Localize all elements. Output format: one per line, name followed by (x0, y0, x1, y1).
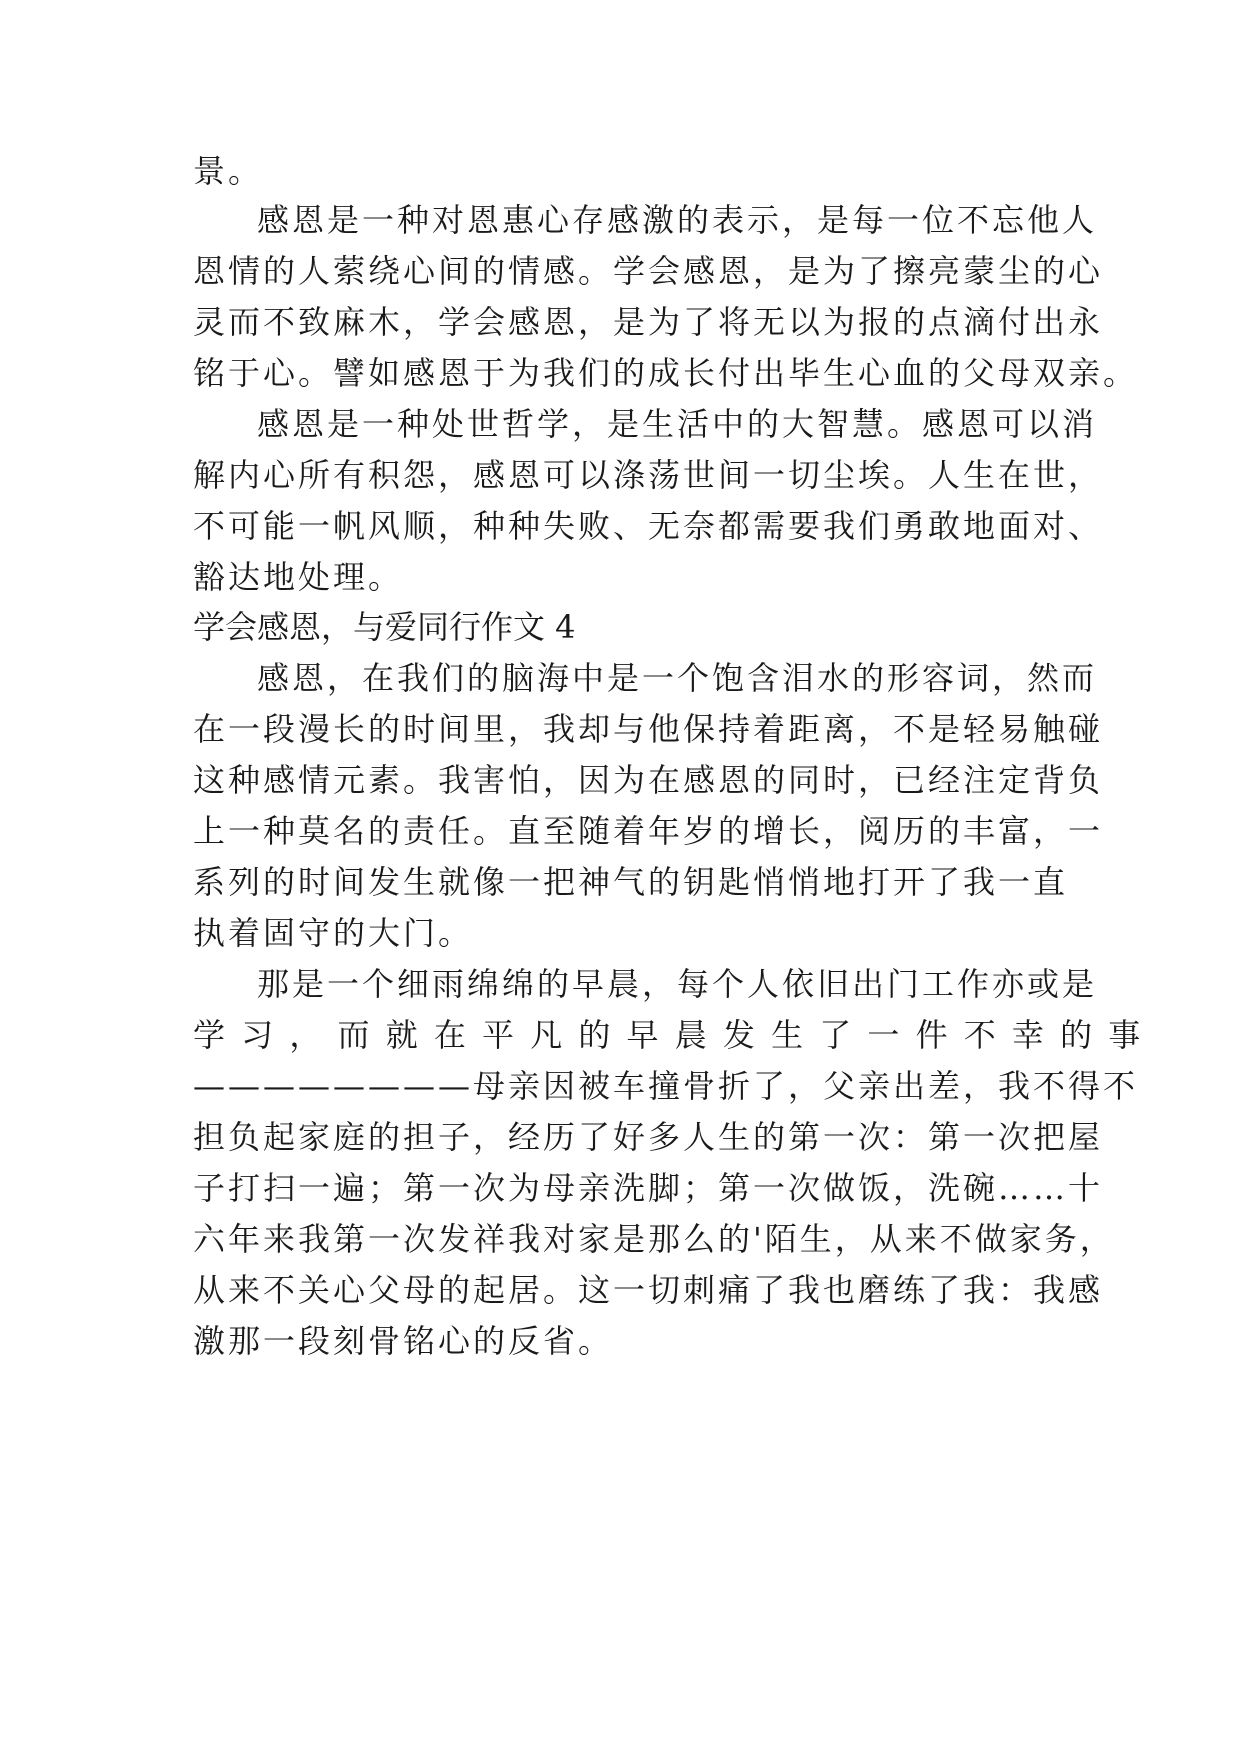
text-line: 担负起家庭的担子，经历了好多人生的第一次：第一次把屋 (193, 1118, 1104, 1156)
paragraph-first-line: 感恩是一种处世哲学，是生活中的大智慧。感恩可以消 (257, 405, 1098, 443)
text-line: 系列的时间发生就像一把神气的钥匙悄悄地打开了我一直 (193, 863, 1069, 901)
text-line: 这种感情元素。我害怕，因为在感恩的同时，已经注定背负 (193, 761, 1104, 799)
paragraph-first-line: 那是一个细雨绵绵的早晨，每个人依旧出门工作亦或是 (257, 965, 1098, 1003)
text-line: 六年来我第一次发祥我对家是那么的'陌生，从来不做家务， (193, 1220, 1115, 1258)
text-line: 铭于心。譬如感恩于为我们的成长付出毕生心血的父母双亲。 (193, 354, 1139, 392)
text-line: 豁达地处理。 (193, 558, 404, 596)
text-line: 景。 (193, 152, 264, 190)
text-line: 不可能一帆风顺，种种失败、无奈都需要我们勇敢地面对、 (193, 507, 1104, 545)
text-line: 学 习 ， 而 就 在 平 凡 的 早 晨 发 生 了 一 件 不 幸 的 事 (193, 1016, 1144, 1054)
text-line: ————————母亲因被车撞骨折了，父亲出差，我不得不 (193, 1067, 1139, 1105)
text-line: 在一段漫长的时间里，我却与他保持着距离，不是轻易触碰 (193, 710, 1104, 748)
text-line: 解内心所有积怨，感恩可以涤荡世间一切尘埃。人生在世， (193, 456, 1104, 494)
paragraph-first-line: 感恩，在我们的脑海中是一个饱含泪水的形容词，然而 (257, 659, 1098, 697)
section-heading: 学会感恩，与爱同行作文 4 (193, 608, 576, 646)
text-line: 执着固守的大门。 (193, 914, 474, 952)
text-line: 从来不关心父母的起居。这一切刺痛了我也磨练了我：我感 (193, 1271, 1104, 1309)
text-line: 灵而不致麻木，学会感恩，是为了将无以为报的点滴付出永 (193, 303, 1104, 341)
paragraph-first-line: 感恩是一种对恩惠心存感激的表示，是每一位不忘他人 (257, 201, 1098, 239)
text-line: 恩情的人萦绕心间的情感。学会感恩，是为了擦亮蒙尘的心 (193, 252, 1104, 290)
text-line: 激那一段刻骨铭心的反省。 (193, 1322, 614, 1360)
text-line: 子打扫一遍；第一次为母亲洗脚；第一次做饭，洗碗……十 (193, 1169, 1104, 1207)
text-line: 上一种莫名的责任。直至随着年岁的增长，阅历的丰富，一 (193, 812, 1104, 850)
